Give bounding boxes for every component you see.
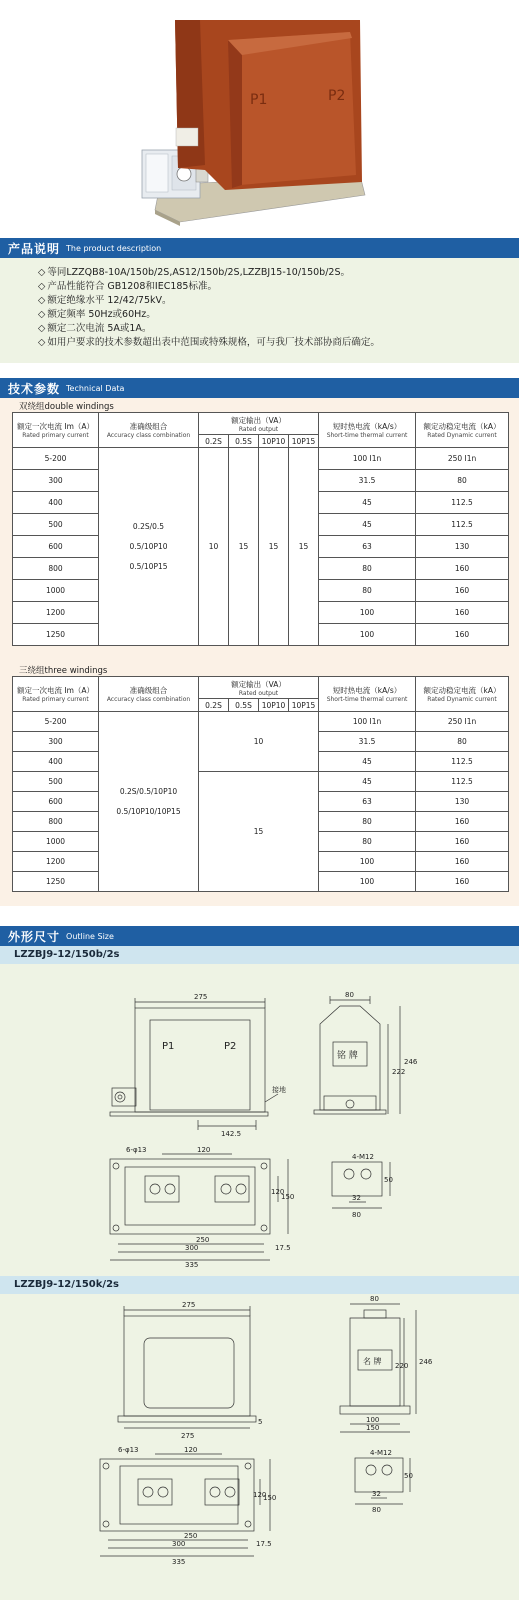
table-cell: 80: [319, 580, 416, 602]
dim-222: 222: [392, 1068, 406, 1076]
p1-mark: P1: [250, 92, 268, 108]
outline-drawing-k: [0, 1294, 519, 1600]
table-cell: 80: [416, 470, 509, 492]
triple-output-top: 10: [199, 712, 319, 772]
dim-120: 120: [184, 1446, 198, 1454]
dim-275: 275: [194, 993, 208, 1001]
label-p2: P2: [224, 1041, 237, 1052]
table-cell: 130: [416, 536, 509, 558]
three-windings-table: [12, 676, 509, 892]
table-cell: 63: [319, 536, 416, 558]
description-item: ◇ 产品性能符合 GB1208和IEC185标准。: [38, 280, 519, 294]
table-cell: 500: [13, 514, 99, 536]
technical-title-cn: 技术参数: [8, 381, 61, 396]
dim-5: 5: [258, 1418, 263, 1426]
description-list: [0, 258, 519, 363]
dim-50: 50: [404, 1472, 413, 1480]
table-cell: 1000: [13, 580, 99, 602]
triple-output-bottom: 15: [199, 772, 319, 892]
table-cell: 300: [13, 732, 99, 752]
table-cell: 160: [416, 852, 509, 872]
description-item: ◇ 额定频率 50Hz或60Hz。: [38, 308, 519, 322]
header-output-02s: 0.2S: [199, 699, 229, 712]
table-cell: 300: [13, 470, 99, 492]
dim-150: 150: [366, 1424, 380, 1432]
label-nameplate: 名 牌: [363, 1357, 382, 1366]
table-cell: 63: [319, 792, 416, 812]
header-accuracy: 准确级组合 Accuracy class combination: [99, 413, 199, 448]
dim-150-vertical: 150: [263, 1494, 277, 1502]
table-cell: 80: [416, 732, 509, 752]
table-cell: 800: [13, 812, 99, 832]
dim-120: 120: [197, 1146, 211, 1154]
outline-title-en: Outline Size: [66, 931, 114, 941]
dim-80-bottom: 80: [352, 1211, 361, 1219]
table-cell: 100 I1n: [319, 712, 416, 732]
p2-mark: P2: [328, 88, 346, 104]
technical-title-en: Technical Data: [66, 383, 125, 393]
table-cell: 400: [13, 752, 99, 772]
header-output-05s: 0.5S: [229, 699, 259, 712]
table-cell: 160: [416, 624, 509, 646]
table-cell: 160: [416, 832, 509, 852]
double-accuracy-cell: 0.2S/0.5 0.5/10P10 0.5/10P15: [99, 448, 199, 646]
dim-80: 80: [370, 1295, 379, 1303]
dim-32: 32: [372, 1490, 381, 1498]
header-dynamic: 额定动稳定电流（kA） Rated Dynamic current: [416, 677, 509, 712]
table-cell: 80: [319, 832, 416, 852]
description-item: ◇ 等同LZZQB8-10A/150b/2S,AS12/150b/2S,LZZBJ15-10/150b/2S。: [38, 266, 519, 280]
dim-250: 250: [184, 1532, 198, 1540]
transformer-illustration: [0, 0, 519, 238]
outline-header: [0, 926, 519, 946]
dim-150: 150: [281, 1193, 295, 1201]
outline-title-cn: 外形尺寸: [8, 929, 61, 944]
table-cell: 1000: [13, 832, 99, 852]
technical-data-area: [0, 398, 519, 906]
dim-100: 100: [366, 1416, 380, 1424]
table-cell: 160: [416, 872, 509, 892]
header-thermal: 短时热电流（kA/s） Short-time thermal current: [319, 677, 416, 712]
header-accuracy: 准确级组合 Accuracy class combination: [99, 677, 199, 712]
description-item: ◇ 如用户要求的技术参数超出表中范围或特殊规格，可与我厂技术部协商后确定。: [38, 336, 519, 350]
description-title-cn: 产品说明: [8, 241, 61, 256]
table-cell: 100: [319, 872, 416, 892]
table-cell: 100: [319, 602, 416, 624]
header-rated-output: 额定输出（VA） Rated output: [199, 677, 319, 699]
dim-250: 250: [196, 1236, 210, 1244]
table-cell: 112.5: [416, 514, 509, 536]
header-output-10p15: 10P15: [289, 435, 319, 448]
triple-accuracy-cell: 0.2S/0.5/10P10 0.5/10P10/10P15: [99, 712, 199, 892]
table-cell: 45: [319, 772, 416, 792]
dim-300: 300: [185, 1244, 199, 1252]
table-cell: 100: [319, 624, 416, 646]
model-b-title: LZZBJ9-12/150b/2s: [0, 946, 519, 964]
table-cell: 112.5: [416, 492, 509, 514]
double-output-05s: 15: [229, 448, 259, 646]
dim-246: 246: [419, 1358, 433, 1366]
dim-120-vertical: 120: [271, 1188, 285, 1196]
dim-335: 335: [185, 1261, 199, 1269]
outline-drawing-b: [0, 964, 519, 1274]
description-item: ◇ 额定绝缘水平 12/42/75kV。: [38, 294, 519, 308]
table-cell: 5-200: [13, 448, 99, 470]
table-cell: 45: [319, 752, 416, 772]
double-output-10p10: 15: [259, 448, 289, 646]
table-cell: 100 I1n: [319, 448, 416, 470]
header-primary-current: 额定一次电流 Im（A） Rated primary current: [13, 413, 99, 448]
label-nameplate: 铭 牌: [337, 1051, 358, 1061]
table-cell: 160: [416, 602, 509, 624]
table-cell: 80: [319, 812, 416, 832]
dim-32: 32: [352, 1194, 361, 1202]
table-cell: 500: [13, 772, 99, 792]
header-primary-current: 额定一次电流 Im（A） Rated primary current: [13, 677, 99, 712]
outline-area: [0, 946, 519, 1600]
double-windings-title: 双绕组double windings: [19, 402, 114, 412]
table-cell: 31.5: [319, 470, 416, 492]
table-cell: 600: [13, 536, 99, 558]
header-dynamic: 额定动稳定电流（kA） Rated Dynamic current: [416, 413, 509, 448]
table-cell: 5-200: [13, 712, 99, 732]
table-cell: 1250: [13, 872, 99, 892]
header-rated-output: 额定输出（VA） Rated output: [199, 413, 319, 435]
table-cell: 600: [13, 792, 99, 812]
double-output-10p15: 15: [289, 448, 319, 646]
dim-335: 335: [172, 1558, 186, 1566]
table-cell: 250 I1n: [416, 448, 509, 470]
table-cell: 45: [319, 492, 416, 514]
double-output-02s: 10: [199, 448, 229, 646]
table-cell: 400: [13, 492, 99, 514]
dim-holes: 6-φ13: [126, 1146, 147, 1154]
dim-275-bottom: 275: [181, 1432, 195, 1440]
label-ground: 接地: [272, 1086, 286, 1094]
product-photo: [0, 0, 519, 238]
header-output-10p10: 10P10: [259, 699, 289, 712]
table-cell: 1200: [13, 852, 99, 872]
header-output-05s: 0.5S: [229, 435, 259, 448]
table-cell: 130: [416, 792, 509, 812]
dim-50: 50: [384, 1176, 393, 1184]
table-cell: 31.5: [319, 732, 416, 752]
double-windings-table: [12, 412, 509, 646]
three-windings-title: 三绕组three windings: [19, 666, 108, 676]
dim-m12: 4-M12: [370, 1449, 392, 1457]
dim-142-5: 142.5: [221, 1130, 242, 1138]
table-cell: 160: [416, 812, 509, 832]
dim-275: 275: [182, 1301, 196, 1309]
dim-300: 300: [172, 1540, 186, 1548]
dim-17-5: 17.5: [256, 1540, 272, 1548]
dim-80-bottom: 80: [372, 1506, 381, 1514]
header-output-10p10: 10P10: [259, 435, 289, 448]
table-cell: 45: [319, 514, 416, 536]
dim-m12: 4-M12: [352, 1153, 374, 1161]
dim-80: 80: [345, 991, 354, 999]
table-cell: 100: [319, 852, 416, 872]
technical-header: [0, 378, 519, 398]
model-k-title: LZZBJ9-12/150k/2s: [0, 1276, 519, 1294]
dim-246: 246: [404, 1058, 418, 1066]
description-item: ◇ 额定二次电流 5A或1A。: [38, 322, 519, 336]
description-title-en: The product description: [66, 243, 162, 253]
dim-holes: 6-φ13: [118, 1446, 139, 1454]
dim-220: 220: [395, 1362, 409, 1370]
table-cell: 1250: [13, 624, 99, 646]
header-thermal: 短时热电流（kA/s） Short-time thermal current: [319, 413, 416, 448]
table-cell: 160: [416, 558, 509, 580]
label-p1: P1: [162, 1041, 175, 1052]
table-cell: 80: [319, 558, 416, 580]
header-output-10p15: 10P15: [289, 699, 319, 712]
header-output-02s: 0.2S: [199, 435, 229, 448]
table-cell: 250 I1n: [416, 712, 509, 732]
table-cell: 800: [13, 558, 99, 580]
table-cell: 1200: [13, 602, 99, 624]
table-cell: 112.5: [416, 772, 509, 792]
table-cell: 112.5: [416, 752, 509, 772]
description-header: [0, 238, 519, 258]
table-cell: 160: [416, 580, 509, 602]
dim-120-vertical: 120: [253, 1491, 267, 1499]
dim-17-5: 17.5: [275, 1244, 291, 1252]
